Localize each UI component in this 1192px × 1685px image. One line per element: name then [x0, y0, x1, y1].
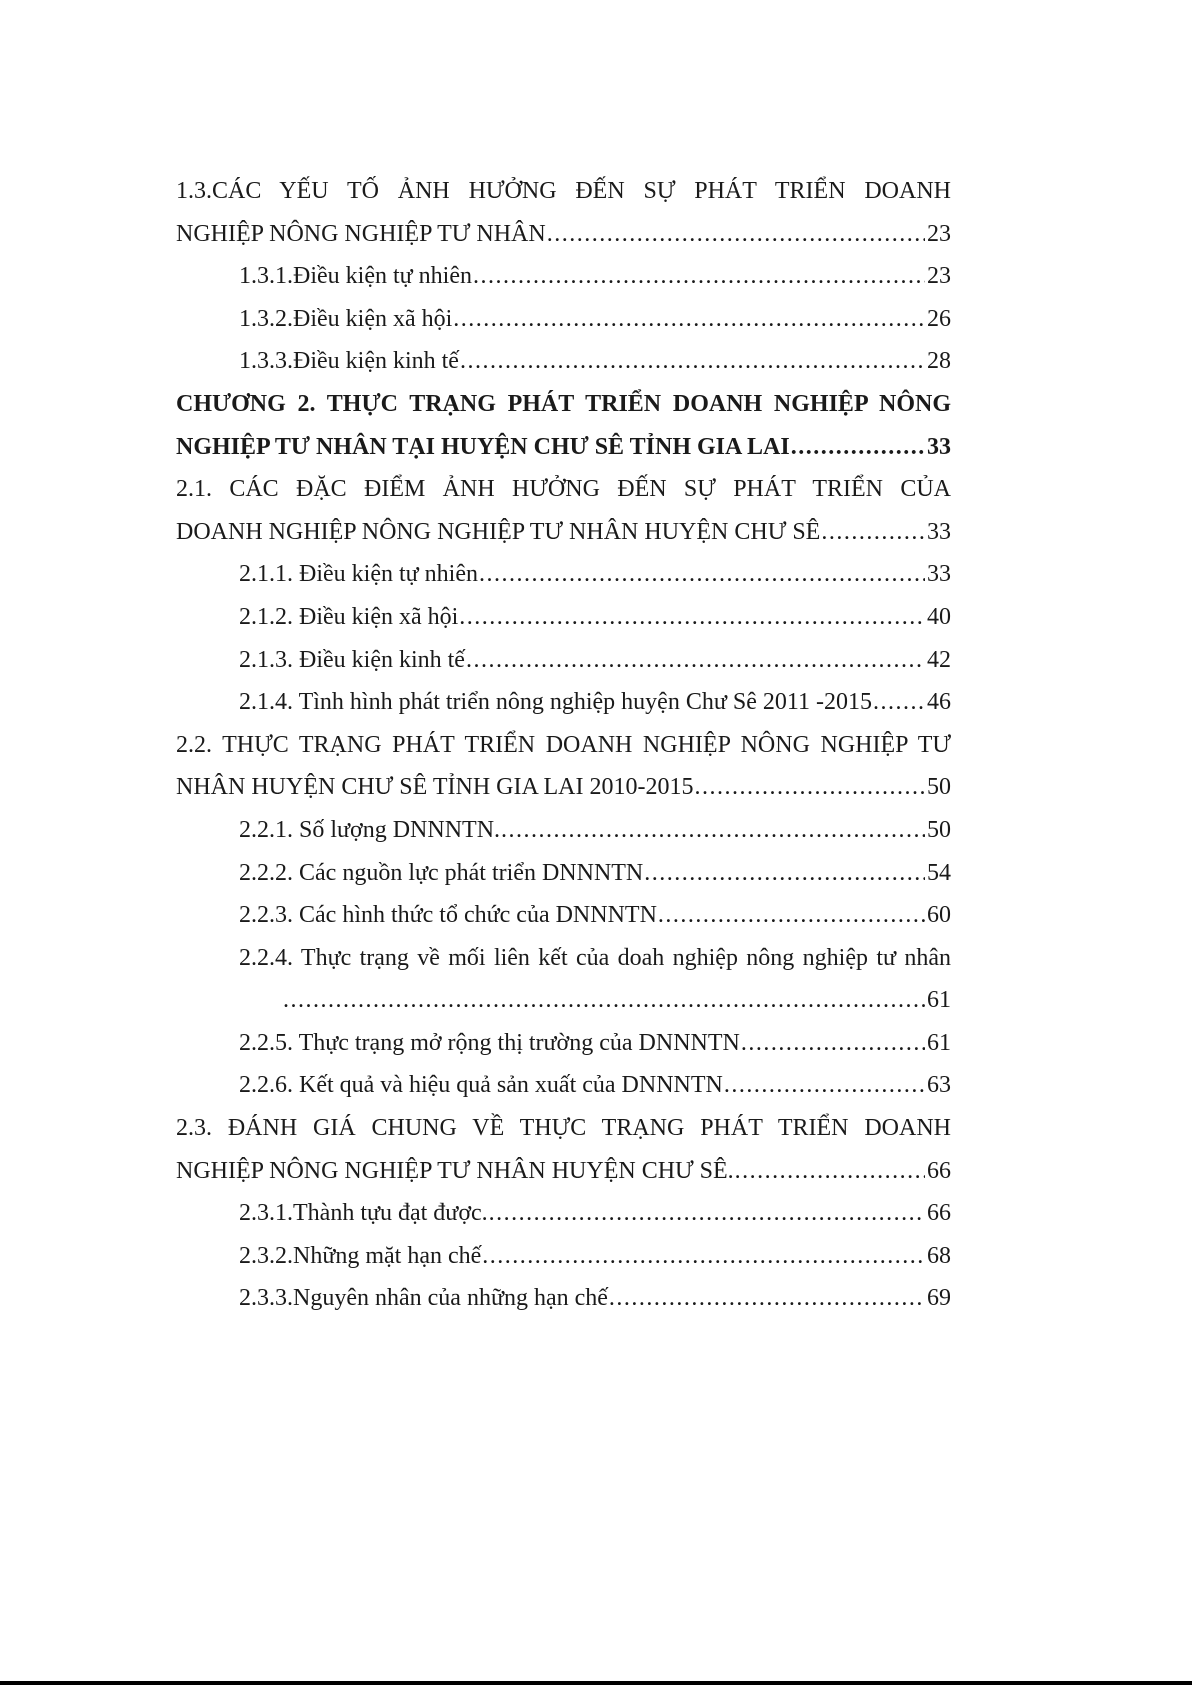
toc-entry-2-2-6 [176, 1064, 951, 1107]
toc-page-number: 33 [927, 518, 951, 545]
toc-entry-2-3 [176, 1107, 951, 1150]
toc-entry-title-line2: NGHIỆP TƯ NHÂN TẠI HUYỆN CHƯ SÊ TỈNH GIA LAI [176, 433, 790, 460]
toc-entry-title: 1.3.1.Điều kiện tự nhiên [239, 263, 472, 290]
toc-page-number: 54 [927, 859, 951, 886]
dot-leader [547, 213, 925, 256]
toc-entry-2-1-4 [176, 681, 951, 724]
toc-page-number: 46 [927, 689, 951, 716]
toc-entry-2-1-cont [176, 511, 951, 554]
toc-page-number: 61 [927, 1029, 951, 1056]
toc-entry-title: 2.3.2.Những mặt hạn chế [239, 1242, 482, 1269]
toc-entry-2-2-4-cont [176, 979, 951, 1022]
dot-leader [724, 1064, 925, 1107]
toc-page-number: 23 [927, 220, 951, 247]
dot-leader [489, 1192, 925, 1235]
dot-leader [741, 1022, 925, 1065]
bottom-border [0, 1681, 1192, 1685]
toc-entry-title-line1: 2.1. CÁC ĐẶC ĐIỂM ẢNH HƯỞNG ĐẾN SỰ PHÁT TRIỂN CỦA [176, 476, 951, 503]
toc-page-number: 66 [927, 1157, 951, 1184]
toc-entry-1-3-cont [176, 213, 951, 256]
dot-leader [466, 639, 925, 682]
toc-entry-title: 2.2.1. Số lượng DNNNTN. [239, 816, 501, 843]
dot-leader [501, 809, 925, 852]
dot-leader [453, 298, 925, 341]
toc-page-number: 33 [927, 561, 951, 588]
dot-leader [459, 596, 925, 639]
toc-entry-title-line2: NGHIỆP NÔNG NGHIỆP TƯ NHÂN HUYỆN CHƯ SÊ. [176, 1157, 734, 1184]
toc-page-number: 61 [927, 987, 951, 1014]
toc-entry-title-line1: 1.3.CÁC YẾU TỐ ẢNH HƯỞNG ĐẾN SỰ PHÁT TRIỂN DOANH [176, 178, 951, 204]
toc-page-number: 42 [927, 646, 951, 673]
toc-entry-1-3-1 [176, 255, 951, 298]
toc-entry-title: 2.2.3. Các hình thức tổ chức của DNNNTN [239, 902, 657, 929]
toc-page-number: 50 [927, 816, 951, 843]
toc-entry-title: 2.1.4. Tình hình phát triển nông nghiệp huyện Chư Sê 2011 -2015 [239, 689, 872, 716]
toc-page-number: 33 [927, 433, 951, 460]
toc-page-number: 26 [927, 305, 951, 332]
toc-entry-title: 2.2.2. Các nguồn lực phát triển DNNNTN [239, 859, 644, 886]
toc-entry-1-3-2 [176, 298, 951, 341]
toc-page-number: 63 [927, 1072, 951, 1099]
dot-leader [283, 979, 925, 1022]
toc-entry-chapter-2 [176, 383, 951, 426]
dot-leader [821, 511, 925, 554]
toc-entry-1-3 [176, 170, 951, 213]
toc-entry-2-1-2 [176, 596, 951, 639]
toc-entry-2-3-cont [176, 1150, 951, 1193]
toc-entry-2-2 [176, 724, 951, 767]
toc-page-number: 50 [927, 774, 951, 801]
toc-entry-title-line1: CHƯƠNG 2. THỰC TRẠNG PHÁT TRIỂN DOANH NGHIỆP NÔNG [176, 390, 951, 417]
toc-entry-2-3-3 [176, 1277, 951, 1320]
toc-entry-title: 1.3.2.Điều kiện xã hội [239, 305, 453, 332]
toc-page-number: 28 [927, 348, 951, 375]
toc-page-number: 23 [927, 263, 951, 290]
toc-entry-title: 2.2.6. Kết quả và hiệu quả sản xuất của DNNNTN [239, 1072, 723, 1099]
dot-leader [791, 426, 925, 469]
toc-entry-title: 2.3.1.Thành tựu đạt được. [239, 1200, 488, 1227]
toc-entry-2-2-2 [176, 852, 951, 895]
dot-leader [873, 681, 925, 724]
dot-leader [644, 852, 925, 895]
toc-entry-title-line1: 2.2. THỰC TRẠNG PHÁT TRIỂN DOANH NGHIỆP NÔNG NGHIỆP TƯ [176, 731, 951, 758]
toc-entry-title-line2: NGHIỆP NÔNG NGHIỆP TƯ NHÂN [176, 220, 546, 247]
toc-entry-2-2-4 [176, 937, 951, 980]
toc-page-number: 68 [927, 1242, 951, 1269]
dot-leader [735, 1150, 925, 1193]
toc-entry-title: 1.3.3.Điều kiện kinh tế [239, 348, 459, 375]
toc-entry-title-line1: 2.3. ĐÁNH GIÁ CHUNG VỀ THỰC TRẠNG PHÁT TRIỂN DOANH [176, 1115, 951, 1142]
table-of-contents [176, 170, 951, 1320]
toc-entry-title: 2.3.3.Nguyên nhân của những hạn chế [239, 1285, 608, 1312]
toc-entry-2-2-3 [176, 894, 951, 937]
toc-entry-2-2-5 [176, 1022, 951, 1065]
toc-entry-title: 2.1.1. Điều kiện tự nhiên [239, 561, 478, 588]
toc-page-number: 66 [927, 1200, 951, 1227]
dot-leader [479, 553, 925, 596]
toc-entry-title: 2.1.2. Điều kiện xã hội [239, 603, 459, 630]
toc-entry-2-1-3 [176, 639, 951, 682]
toc-entry-chapter-2-cont [176, 426, 951, 469]
dot-leader [609, 1277, 925, 1320]
toc-entry-1-3-3 [176, 340, 951, 383]
toc-entry-2-3-2 [176, 1235, 951, 1278]
toc-entry-2-2-1 [176, 809, 951, 852]
toc-entry-title: 2.1.3. Điều kiện kinh tế [239, 646, 465, 673]
dot-leader [482, 1235, 925, 1278]
dot-leader [658, 894, 925, 937]
dot-leader [460, 340, 925, 383]
toc-entry-title: 2.2.5. Thực trạng mở rộng thị trường của DNNNTN [239, 1029, 740, 1056]
toc-entry-2-1-1 [176, 553, 951, 596]
toc-page-number: 69 [927, 1285, 951, 1312]
toc-entry-2-3-1 [176, 1192, 951, 1235]
toc-entry-title-line2: DOANH NGHIỆP NÔNG NGHIỆP TƯ NHÂN HUYỆN CHƯ SÊ [176, 518, 821, 545]
toc-entry-title-line1: 2.2.4. Thực trạng về mối liên kết của doah nghiệp nông nghiệp tư nhân [239, 944, 951, 971]
toc-entry-title-line2: NHÂN HUYỆN CHƯ SÊ TỈNH GIA LAI 2010-2015 [176, 774, 694, 801]
toc-page-number: 40 [927, 603, 951, 630]
toc-page-number: 60 [927, 902, 951, 929]
toc-entry-2-1 [176, 468, 951, 511]
toc-entry-2-2-cont [176, 766, 951, 809]
dot-leader [473, 255, 925, 298]
dot-leader [694, 766, 925, 809]
